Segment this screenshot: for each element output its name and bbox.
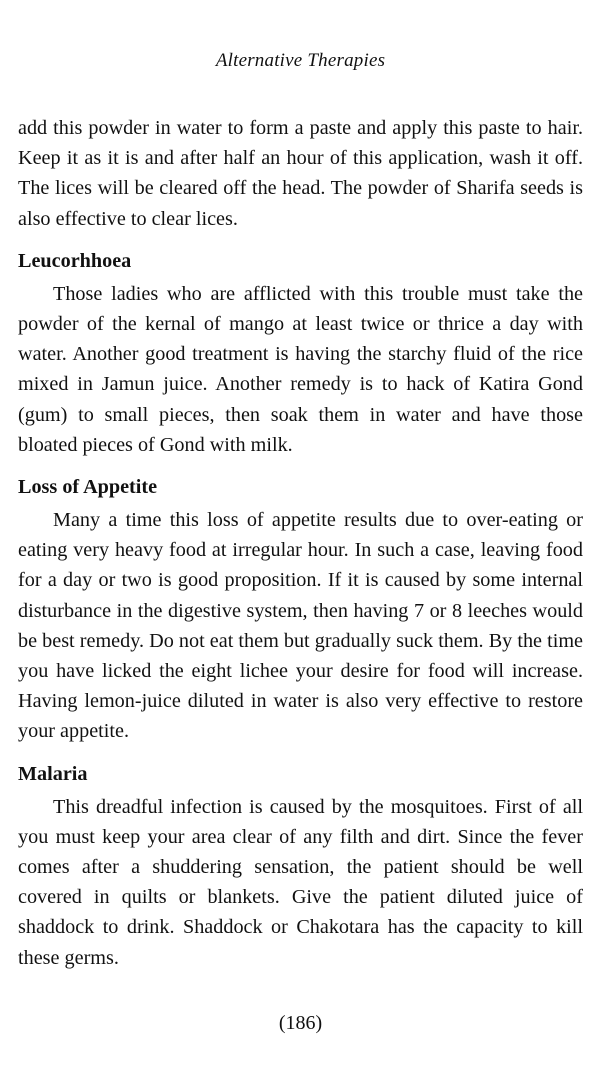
page-body	[18, 113, 583, 973]
heading-leucorrhoea: Leucorhhoea	[18, 249, 132, 272]
running-head: Alternative Therapies	[215, 50, 386, 71]
book-page	[18, 0, 583, 1065]
paragraph-malaria: This dreadful infection is caused by the mosquitoes. First of all you must keep your area clear of any filth and dirt. Since the fever comes after a shuddering sensation, the patient should be well covered in quilts or blankets. Give the patient diluted juice of shaddock to drink. Shaddock or Chakotara has the capacity to kill these germs.	[18, 795, 583, 969]
heading-loss-of-appetite: Loss of Appetite	[18, 476, 158, 499]
paragraph-leucorrhoea: Those ladies who are afflicted with this trouble must take the powder of the kernal of mango at least twice or thrice a day with water. Another good treatment is having the starchy fluid of the rice mixed in Jamun juice. Another remedy is to hack of Katira Gond (gum) to small pieces, then soak them in water and have those bloated pieces of Gond with milk.	[18, 282, 583, 456]
paragraph-continued: add this powder in water to form a paste and apply this paste to hair. Keep it as it is and after half an hour of this application, wash it off. The lices will be cleared off the head. The powder of Sharifa seeds is also effective to clear lices.	[18, 117, 583, 230]
page-number: (186)	[278, 1012, 323, 1034]
heading-malaria: Malaria	[18, 762, 88, 785]
paragraph-loss-of-appetite: Many a time this loss of appetite results due to over-eating or eating very heavy food at irregular hour. In such a case, leaving food for a day or two is good proposition. If it is caused by some internal disturbance in the digestive system, then having 7 or 8 leeches would be best remedy. Do not eat them but gradually suck them. By the time you have licked the eight lichee your desire for food will increase. Having lemon-juice diluted in water is also very effective to restore your appetite.	[18, 509, 583, 743]
